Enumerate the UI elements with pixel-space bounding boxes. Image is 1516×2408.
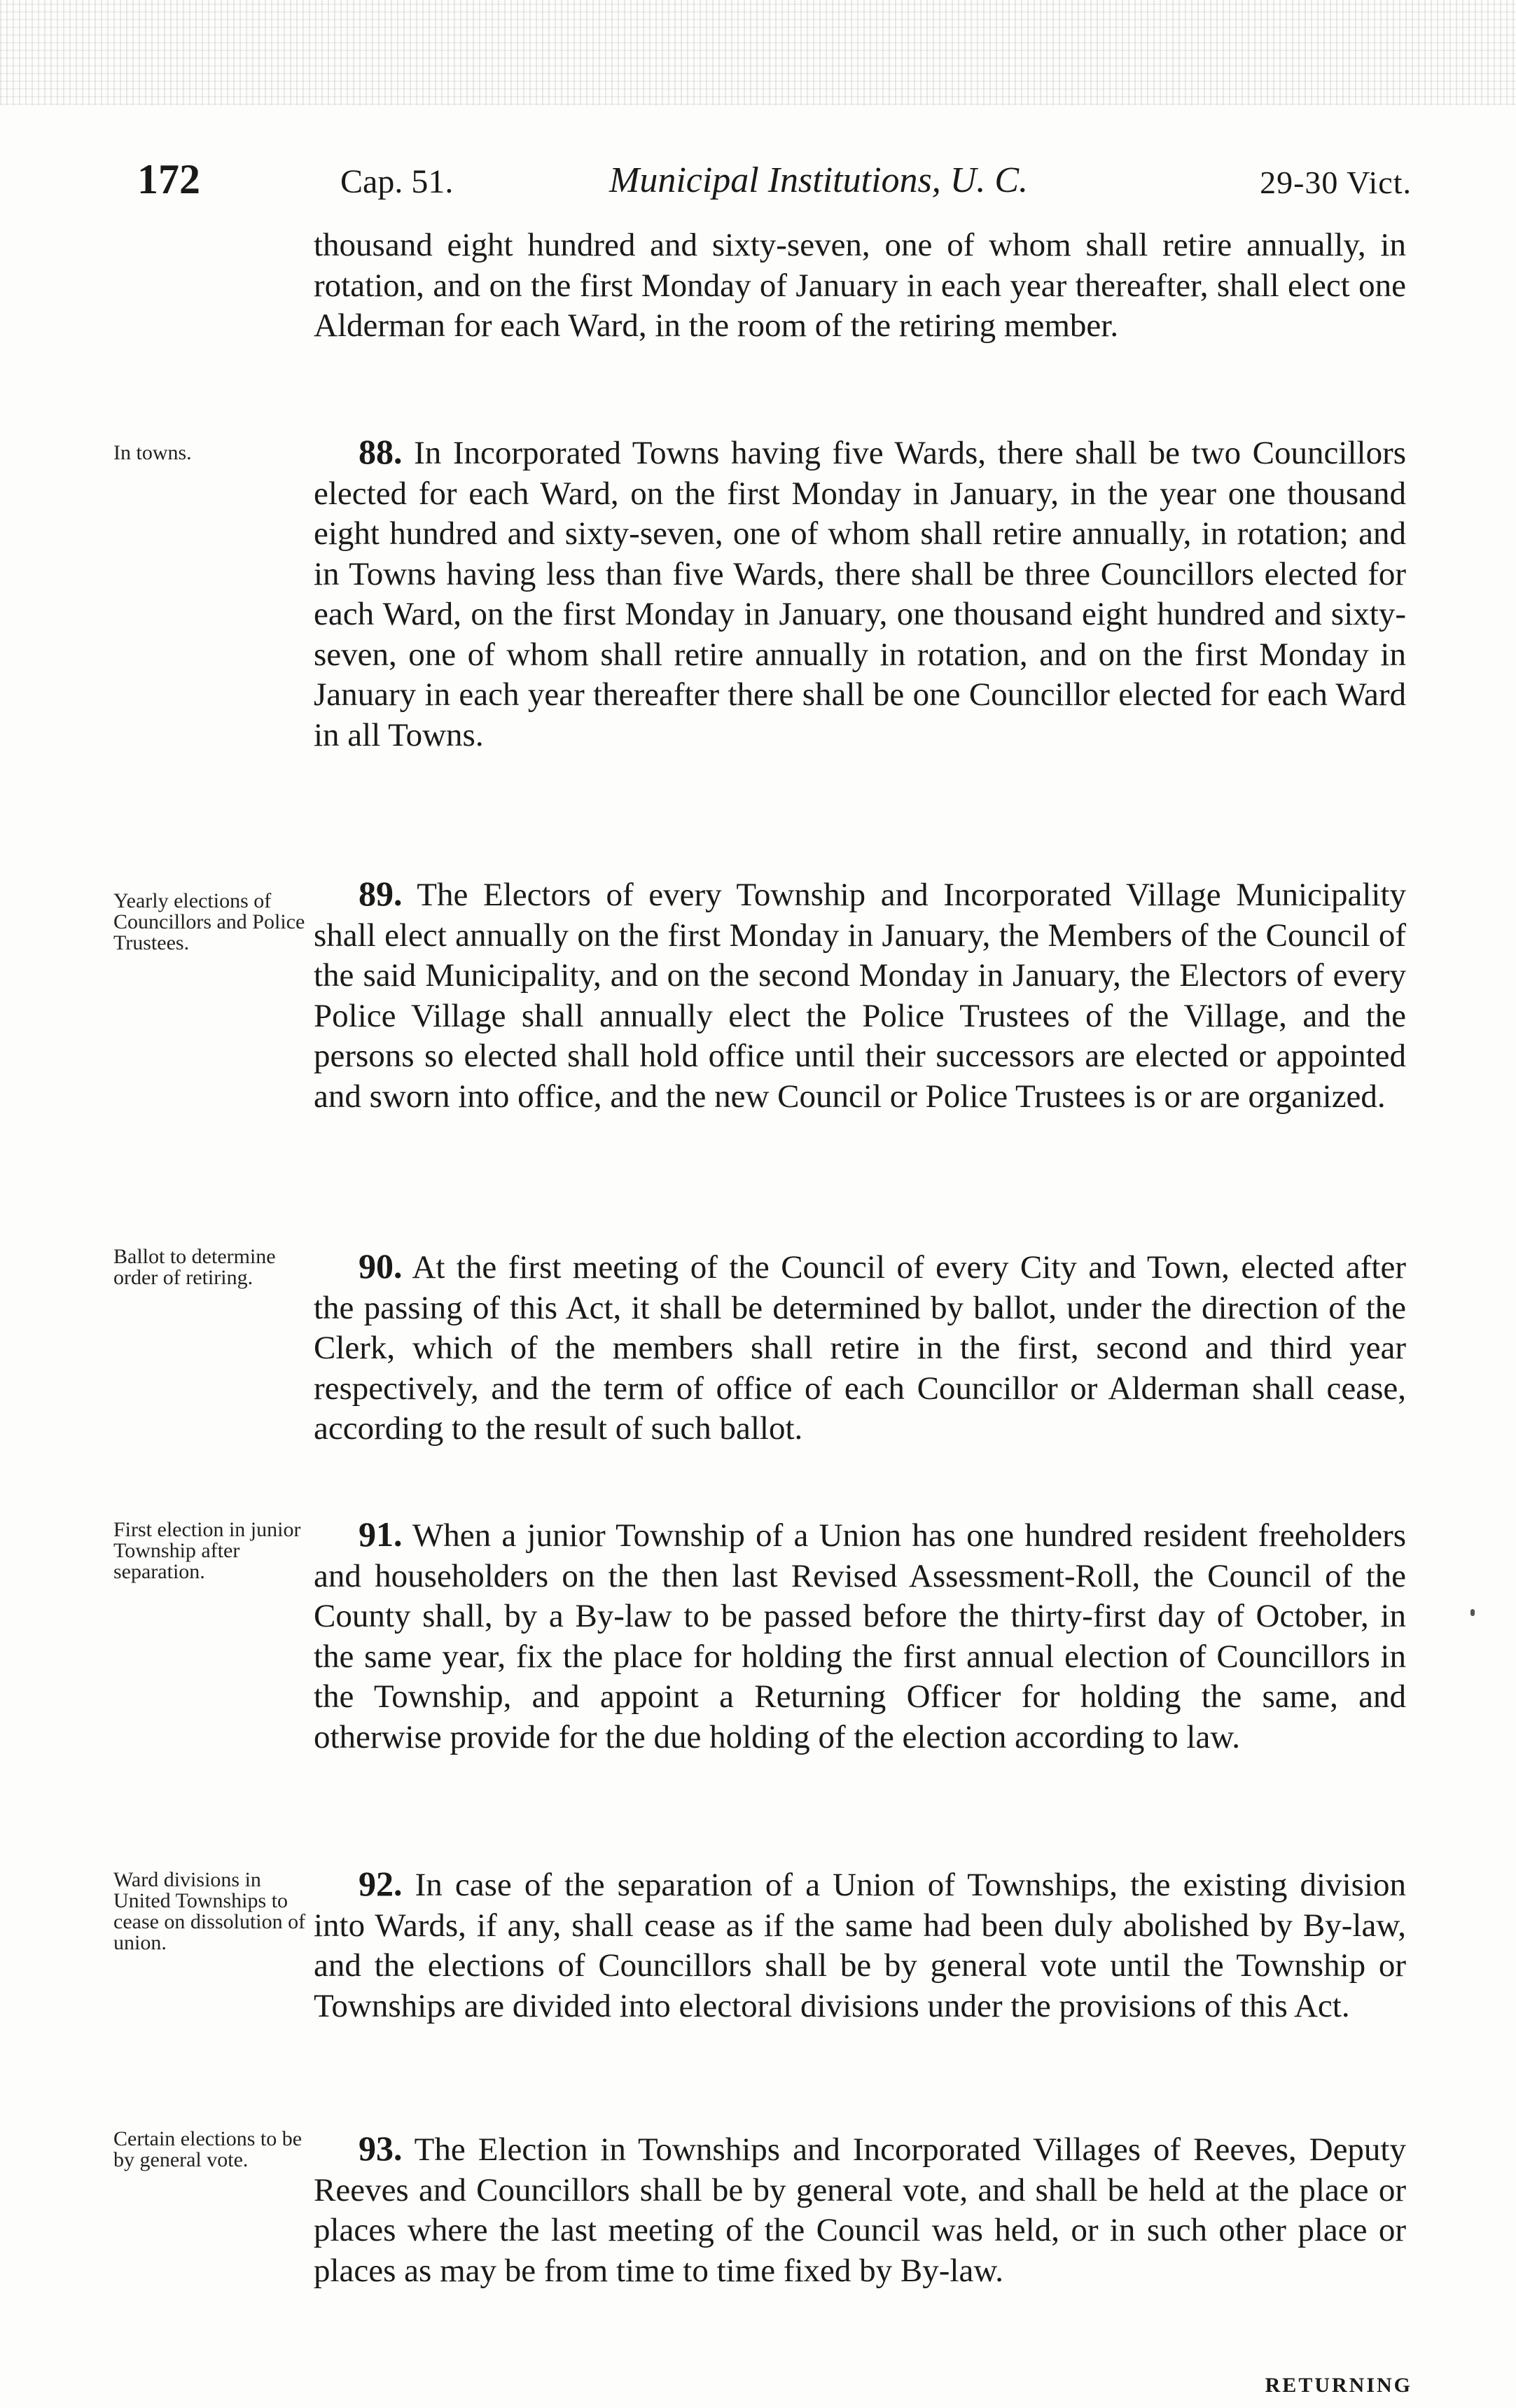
section-92 — [314, 1864, 1406, 2026]
section-number: 90. — [359, 1246, 403, 1286]
side-note-91: First election in junior Township after separation. — [113, 1518, 301, 1583]
side-note-92: Ward divisions in United Townships to cease on dissolution of union. — [113, 1868, 306, 1954]
section-number: 88. — [359, 432, 403, 471]
section-89 — [314, 874, 1406, 1117]
section-93 — [314, 2129, 1406, 2291]
running-header — [130, 155, 1419, 211]
section-text: When a junior Township of a Union has one hundred resident freeholders and householders on the then last Revised Assessment-Roll, the Council of the County shall, by a By-law to be passed before the thirty-first day of October, in the same year, fix the place for holding the first annual election of Councillors in the Township, and appoint a Returning Officer for holding the same, and otherwise provide for the due holding of the election according to law. — [314, 1517, 1407, 1755]
ink-speck — [1470, 1609, 1475, 1616]
running-title: Municipal Institutions, U. C. — [609, 160, 1028, 200]
continuation-text: thousand eight hundred and sixty-seven, one of whom shall retire annually, in rotation, and on the first Monday of January in each year thereafter, shall elect one Alderman for each Ward, in the room of the retiring member. — [314, 227, 1406, 344]
side-note-89: Yearly elections of Councillors and Police Trustees. — [113, 889, 305, 954]
regnal-year: 29-30 Vict. — [1260, 165, 1412, 200]
section-number: 93. — [359, 2129, 403, 2168]
section-number: 89. — [359, 874, 403, 913]
section-text: At the first meeting of the Council of every City and Town, elected after the passing of this Act, it shall be determined by ballot, under the direction of the Clerk, which of the members shall retire in the first, second and third year respectively, and the term of office of each Councillor or Alderman shall cease, according to the result of such ballot. — [314, 1249, 1406, 1447]
side-note-90: Ballot to determine order of retiring. — [113, 1245, 276, 1289]
section-text: In Incorporated Towns having five Wards, there shall be two Councillors elected for each Ward, on the first Monday in January, in the year one thousand eight hundred and sixty-seven, one of whom shall retire annually, in rotation; and in Towns having less than five Wards, there shall be three Councillors elected for each Ward, on the first Monday in January, one thousand eight hundred and sixty-seven, one of whom shall retire annually in rotation, and on the first Monday in January in each year thereafter there shall be one Councillor elected for each Ward in all Towns. — [314, 435, 1407, 753]
chapter-label: Cap. 51. — [340, 163, 454, 200]
side-note-88: In towns. — [113, 441, 192, 464]
section-88 — [314, 432, 1406, 756]
section-number: 91. — [359, 1515, 403, 1554]
page-top-speckle — [0, 0, 1516, 105]
section-91 — [314, 1515, 1406, 1758]
side-note-93: Certain elections to be by general vote. — [113, 2127, 302, 2171]
section-text: The Electors of every Township and Incorporated Village Municipality shall elect annually on the first Monday in January, the Members of the Council of the said Municipality, and on the second Monday in January, the Electors of every Police Village shall annually elect the Police Trustees of the Village, and the persons so elected shall hold office until their successors are elected or appointed and sworn into office, and the new Council or Police Trustees is or are organized. — [314, 877, 1406, 1115]
page-number: 172 — [137, 156, 200, 202]
section-text: The Election in Townships and Incorporated Villages of Reeves, Deputy Reeves and Councillors shall be by general vote, and shall be held at the place or places where the last meeting of the Council was held, or in such other place or places as may be from time to time fixed by By-law. — [314, 2131, 1406, 2289]
section-text: In case of the separation of a Union of Townships, the existing division into Wards, if any, shall cease as if the same had been duly abolished by By-law, and the elections of Councillors shall be by general vote until the Township or Townships are divided into electoral divisions under the provisions of this Act. — [314, 1867, 1406, 2024]
catchword: RETURNING — [1265, 2374, 1412, 2397]
section-number: 92. — [359, 1864, 403, 1903]
section-90 — [314, 1246, 1406, 1449]
